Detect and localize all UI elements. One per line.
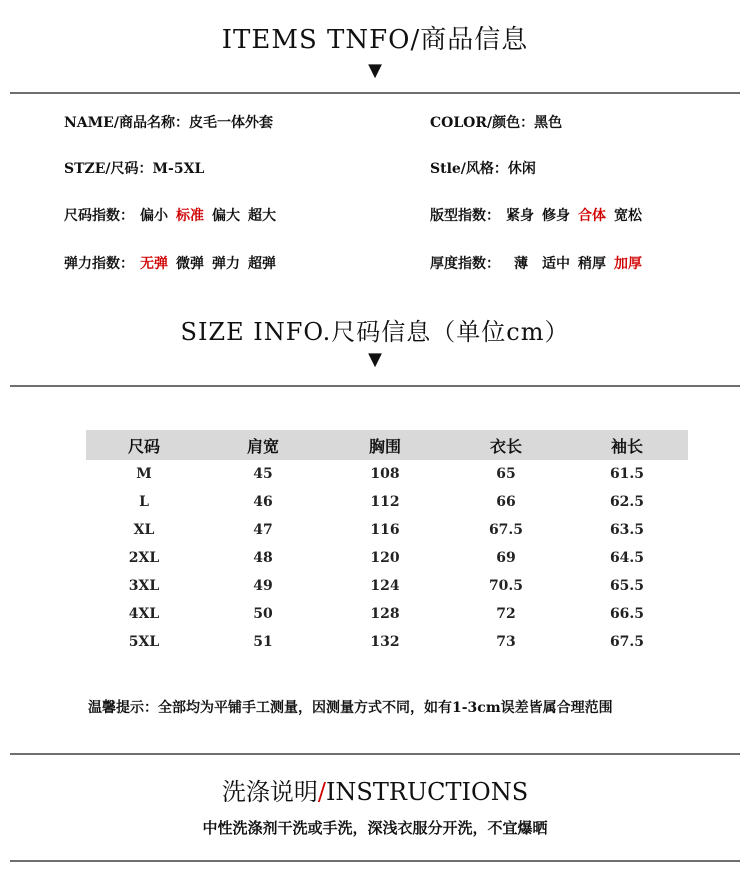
item-name: NAME/商品名称：皮毛一体外套 <box>64 115 273 131</box>
items-info-title: ITEMS TNFO/商品信息 <box>221 25 529 55</box>
table-cell: 63.5 <box>609 522 645 538</box>
instructions-title-slash: / <box>317 778 326 806</box>
size-index-row <box>64 205 276 225</box>
size-table-header-cell: 尺码 <box>86 430 202 460</box>
size-info-title: SIZE INFO.尺码信息（单位cm） <box>180 318 570 346</box>
table-cell: 65.5 <box>609 578 645 594</box>
size-index-option: 超大 <box>248 208 276 224</box>
table-cell: 67.5 <box>488 522 524 538</box>
fit-index-label: 版型指数： <box>430 208 500 224</box>
table-cell: 132 <box>370 634 400 650</box>
table-cell: L <box>139 494 149 510</box>
items-info-divider <box>10 92 740 94</box>
thickness-index-option: 适中 <box>542 256 570 272</box>
table-cell: 64.5 <box>609 550 645 566</box>
table-cell: 2XL <box>128 550 160 566</box>
elastic-index-option: 超弹 <box>248 256 276 272</box>
size-table-header-cell: 肩宽 <box>202 430 324 460</box>
item-size-range: STZE/尺码：M-5XL <box>64 161 205 177</box>
size-index-option-selected: 标准 <box>176 208 204 224</box>
table-cell: 47 <box>253 522 273 538</box>
table-cell: 66 <box>496 494 516 510</box>
table-cell: 69 <box>496 550 516 566</box>
thickness-index-option: 稍厚 <box>578 256 606 272</box>
elastic-index-option: 微弹 <box>176 256 204 272</box>
instructions-body: 中性洗涤剂干洗或手洗，深浅衣服分开洗，不宜爆晒 <box>202 819 548 837</box>
instructions-title-cn: 洗涤说明 <box>221 778 318 806</box>
table-cell: 4XL <box>128 606 160 622</box>
table-cell: 116 <box>370 522 400 538</box>
table-cell: 3XL <box>128 578 160 594</box>
table-cell: 112 <box>370 494 400 510</box>
thickness-index-option-selected: 加厚 <box>614 256 642 272</box>
instructions-title-en: INSTRUCTIONS <box>325 778 529 806</box>
fit-index-option: 宽松 <box>614 208 642 224</box>
size-table-header-cell: 袖长 <box>566 430 688 460</box>
table-cell: 120 <box>370 550 400 566</box>
table-cell: 51 <box>253 634 273 650</box>
table-cell: 49 <box>253 578 273 594</box>
elastic-index-option-selected: 无弹 <box>140 256 168 272</box>
table-cell: 46 <box>253 494 273 510</box>
fit-index-row <box>430 205 642 225</box>
elastic-index-row <box>64 253 276 273</box>
size-table <box>86 430 688 656</box>
table-cell: M <box>136 466 152 482</box>
table-row <box>86 600 688 628</box>
thickness-index-row <box>430 253 642 273</box>
table-cell: 70.5 <box>488 578 524 594</box>
table-row <box>86 460 688 488</box>
table-cell: 128 <box>370 606 400 622</box>
size-table-header-cell: 衣长 <box>446 430 566 460</box>
size-table-header-cell: 胸围 <box>324 430 446 460</box>
table-row <box>86 628 688 656</box>
table-cell: 45 <box>253 466 273 482</box>
fit-index-option: 紧身 <box>506 208 534 224</box>
table-row <box>86 544 688 572</box>
table-cell: 108 <box>370 466 400 482</box>
table-cell: XL <box>133 522 155 538</box>
table-cell: 50 <box>253 606 273 622</box>
size-index-label: 尺码指数： <box>64 208 134 224</box>
item-color: COLOR/颜色：黑色 <box>430 115 563 131</box>
table-cell: 73 <box>496 634 516 650</box>
size-table-header-row <box>86 430 688 460</box>
instructions-bottom-divider <box>10 860 740 862</box>
table-cell: 67.5 <box>609 634 645 650</box>
table-row <box>86 572 688 600</box>
size-info-divider <box>10 385 740 387</box>
table-cell: 65 <box>496 466 516 482</box>
elastic-index-label: 弹力指数： <box>64 256 134 272</box>
table-cell: 66.5 <box>609 606 645 622</box>
table-row <box>86 516 688 544</box>
table-cell: 72 <box>496 606 516 622</box>
items-info-arrow: ▼ <box>368 60 382 81</box>
elastic-index-option: 弹力 <box>212 256 240 272</box>
size-index-option: 偏大 <box>212 208 240 224</box>
thickness-index-label: 厚度指数： <box>430 256 500 272</box>
size-index-option: 偏小 <box>140 208 168 224</box>
table-cell: 62.5 <box>609 494 645 510</box>
instructions-title <box>0 772 750 807</box>
table-cell: 61.5 <box>609 466 645 482</box>
size-info-arrow: ▼ <box>368 349 382 370</box>
table-cell: 5XL <box>128 634 160 650</box>
table-cell: 124 <box>370 578 400 594</box>
item-style: Stle/风格：休闲 <box>430 161 536 177</box>
table-cell: 48 <box>253 550 273 566</box>
table-row <box>86 488 688 516</box>
measurement-tip: 温馨提示：全部均为平铺手工测量，因测量方式不同，如有1-3cm误差皆属合理范围 <box>88 700 613 716</box>
fit-index-option-selected: 合体 <box>578 208 606 224</box>
thickness-index-option: 薄 <box>514 256 528 272</box>
fit-index-option: 修身 <box>542 208 570 224</box>
instructions-top-divider <box>10 753 740 755</box>
